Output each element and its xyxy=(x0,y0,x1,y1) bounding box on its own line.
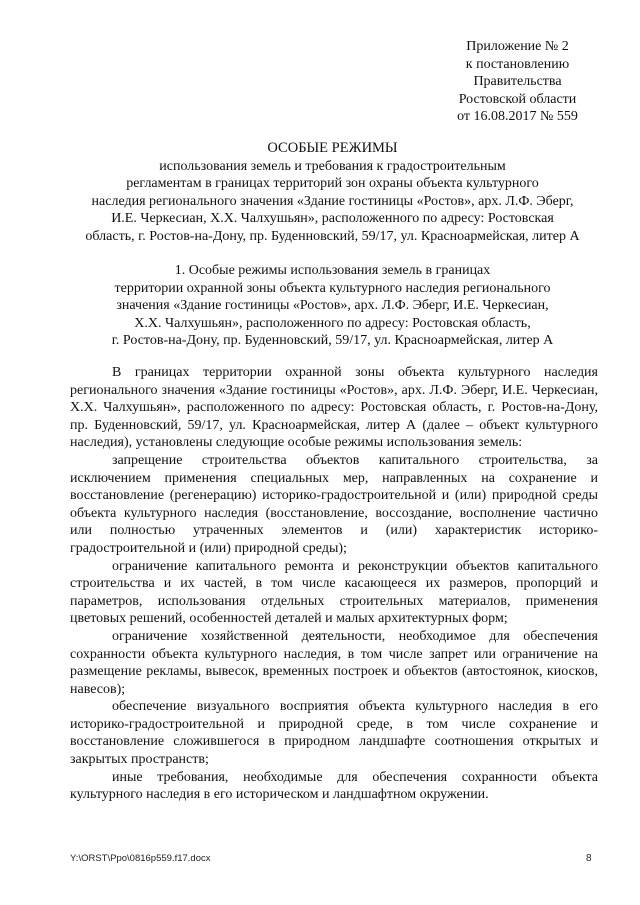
body-paragraph: ограничение капитального ремонта и реконструкции объектов капитального строительства и их частей, в том числе касающееся их размеров, пропорций и параметров, использования отдельных строительных материалов, применения цветовых решений, особенностей деталей и малых архитектурных форм; xyxy=(70,558,598,627)
section-heading xyxy=(70,262,595,350)
appendix-line: к постановлению xyxy=(465,56,570,72)
body-paragraph: ограничение хозяйственной деятельности, необходимое для обеспечения сохранности объекта культурного наследия, в том числе запрет или ограничение на размещение рекламы, вывесок, временных построек и объектов (автостоянок, киосков, навесов); xyxy=(70,628,598,697)
title-line: область, г. Ростов-на-Дону, пр. Буденновский, 59/17, ул. Красноармейская, литер А xyxy=(85,228,580,244)
body-paragraph: запрещение строительства объектов капитального строительства, за исключением применения специальных мер, направленных на сохранение и восстановление (регенерацию) историко-градостроительной и (или) природной среды объекта культурного наследия (восстановление, воссоздание, восполнение частично или полностью утраченных элементов и (или) характеристик историко-градостроительной и (или) природной среды); xyxy=(70,452,598,556)
section-heading-line: г. Ростов-на-Дону, пр. Буденновский, 59/17, ул. Красноармейская, литер А xyxy=(111,333,554,349)
title-line: использования земель и требования к градостроительным xyxy=(159,158,506,174)
footer-page-number: 8 xyxy=(586,853,592,864)
title-line: наследия регионального значения «Здание гостиницы «Ростов», арх. Л.Ф. Эберг, xyxy=(91,193,574,209)
appendix-line: Ростовской области xyxy=(458,91,577,107)
section-heading-line: значения «Здание гостиницы «Ростов», арх. Л.Ф. Эберг, И.Е. Черкесиан, xyxy=(116,298,549,314)
section-heading-line: 1. Особые режимы использования земель в границах xyxy=(174,263,491,278)
title-main: ОСОБЫЕ РЕЖИМЫ xyxy=(267,140,398,156)
section-heading-line: Х.Х. Чалхушьян», расположенного по адресу: Ростовская область, xyxy=(134,315,531,331)
body-paragraph: В границах территории охранной зоны объекта культурного наследия регионального значения «Здание гостиницы «Ростов», арх. Л.Ф. Эберг, И.Е. Черкесиан, Х.Х. Чалхушьян», расположенного по адресу: Ростовская область, г. Ростов-на-Дону, пр. Буденновский, 59/17, ул. Красноармейская, литер А (далее – объект культурного наследия), установлены следующие особые режимы использования земель: xyxy=(70,365,598,451)
appendix-line: от 16.08.2017 № 559 xyxy=(457,109,578,125)
body-paragraph: обеспечение визуального восприятия объекта культурного наследия в его историко-градостроительной и природной среде, в том числе сохранение и восстановление сложившегося в природном ландшафте соотношения открытых и закрытых пространств; xyxy=(70,699,598,768)
document-title xyxy=(70,140,595,246)
footer-file-path: Y:\ORST\Ppo\0816p559.f17.docx xyxy=(70,853,211,864)
body-paragraph: иные требования, необходимые для обеспечения сохранности объекта культурного наследия в его историческом и ландшафтном окружении. xyxy=(70,769,598,803)
body-text xyxy=(70,364,598,804)
appendix-line: Приложение № 2 xyxy=(466,39,569,54)
appendix-line: Правительства xyxy=(473,74,562,90)
section-heading-line: территории охранной зоны объекта культурного наследия регионального xyxy=(114,280,551,296)
title-line: И.Е. Черкесиан, Х.Х. Чалхушьян», расположенного по адресу: Ростовская xyxy=(111,211,554,227)
appendix-header xyxy=(440,38,595,126)
title-line: регламентам в границах территорий зон охраны объекта культурного xyxy=(126,176,539,192)
